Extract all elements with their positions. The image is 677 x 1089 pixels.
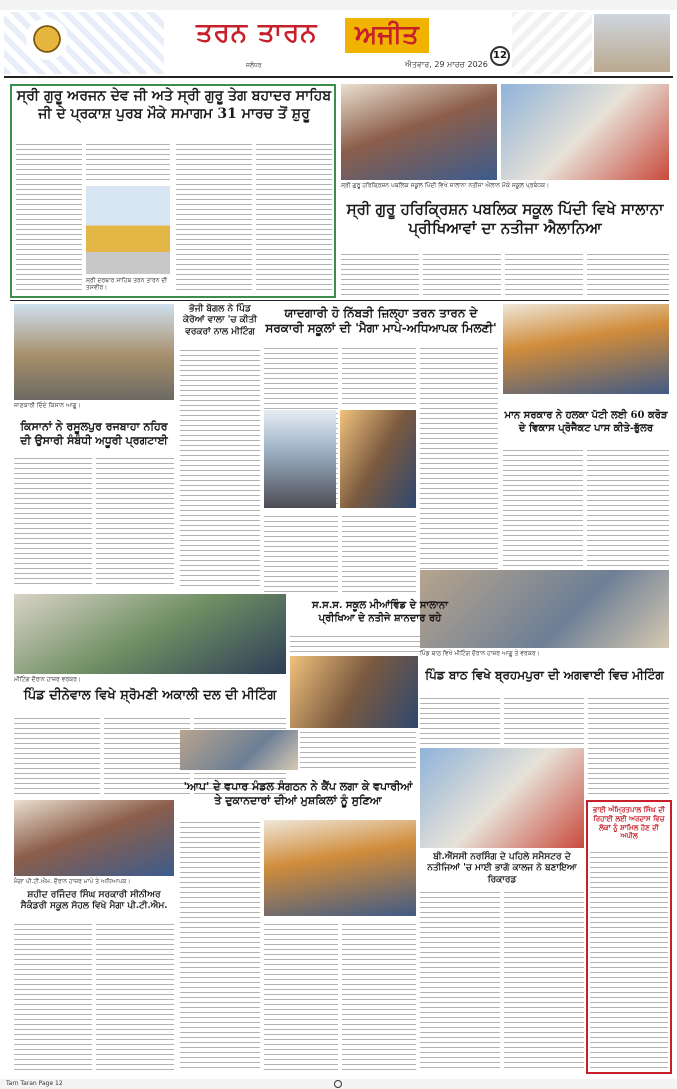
story-body-column xyxy=(420,346,498,596)
story-body-column xyxy=(420,890,500,1072)
photo-caption: ਪਿੰਡ ਬਾਠ ਵਿਖੇ ਮੀਟਿੰਗ ਦੌਰਾਨ ਹਾਜ਼ਰ ਆਗੂ ਤੇ ਵਰਕਰ। xyxy=(420,650,540,657)
story-body-column xyxy=(96,922,174,1072)
section-rule xyxy=(10,300,669,301)
photo-group-event xyxy=(503,304,669,394)
masthead-right-pattern xyxy=(512,12,592,74)
photo-award xyxy=(290,656,418,728)
photo-caption: ਸ੍ਰੀ ਗੁਰੂ ਹਰਿਕ੍ਰਿਸ਼ਨ ਪਬਲਿਕ ਸਕੂਲ ਪਿੱਦੀ ਵਿਖੇ ਸਾਲਾਨਾ ਨਤੀਜਾ ਐਲਾਨ ਮੌਕੇ ਸਕੂਲ ਪ੍ਰਬੰਧਕ। xyxy=(341,182,550,189)
story-body-column xyxy=(176,142,252,292)
photo-market xyxy=(180,730,298,770)
story-headline-worker-meeting: ਭੋਜੀ ਬੋਗਲ ਨੇ ਪਿੰਡ ਕੇਰੋਆਂ ਵਾਲਾ 'ਚ ਕੀਤੀ ਵਰਕਰਾਂ ਨਾਲ ਮੀਟਿੰਗ xyxy=(183,304,257,337)
photo-classroom xyxy=(14,800,174,876)
story-body-column xyxy=(504,696,584,744)
masthead-rule xyxy=(4,76,673,78)
story-headline-patti-projects: ਮਾਨ ਸਰਕਾਰ ਨੇ ਹਲਕਾ ਪੱਟੀ ਲਈ 60 ਕਰੋੜ ਦੇ ਵਿਕਾਸ ਪ੍ਰੋਜੈਕਟ ਪਾਸ ਕੀਤੇ-ਭੁੱਲਰ xyxy=(504,410,668,434)
story-body-column xyxy=(590,850,668,1070)
story-body-column xyxy=(86,142,170,182)
story-body-column xyxy=(300,730,416,770)
story-body-column xyxy=(342,346,416,406)
story-body-column xyxy=(342,922,416,1072)
masthead-date: ਐਤਵਾਰ, 29 ਮਾਰਚ 2026 xyxy=(405,60,488,69)
story-body-column xyxy=(290,634,420,656)
masthead-photo xyxy=(594,14,670,72)
page-number-badge: 12 xyxy=(490,46,510,66)
story-headline-farmers: ਕਿਸਾਨਾਂ ਨੇ ਰਸੂਲਪੁਰ ਰਜਬਾਹਾ ਨਹਿਰ ਦੀ ਉਸਾਰੀ ਸੰਬੰਧੀ ਅਧੂਰੀ ਪ੍ਰਗਟਾਈ xyxy=(20,420,168,447)
story-body-column xyxy=(341,252,419,296)
masthead-title-city: ਤਰਨ ਤਾਰਨ xyxy=(196,18,318,48)
story-headline-dinewal-meeting: ਪਿੰਡ ਦੀਨੇਵਾਲ ਵਿਖੇ ਸ਼੍ਰੋਮਣੀ ਅਕਾਲੀ ਦਲ ਦੀ ਮੀਟਿੰਗ xyxy=(23,688,277,703)
masthead-subtitle: ਜਲੰਧਰ xyxy=(246,62,262,69)
photo-farmers xyxy=(14,304,174,400)
print-header-strip xyxy=(0,0,677,10)
footer-label: Tarn Taran Page 12 xyxy=(6,1080,63,1087)
story-body-column xyxy=(264,922,338,1072)
story-headline-sss-school: ਸ.ਸ.ਸ. ਸਕੂਲ ਮੀਆਂਵਿੰਡ ਦੇ ਸਾਲਾਨਾ ਪ੍ਰੀਖਿਆ ਦੇ ਨਤੀਜੇ ਸ਼ਾਨਦਾਰ ਰਹੇ xyxy=(312,600,448,624)
story-body-column xyxy=(14,456,92,586)
photo-golden-temple xyxy=(86,186,170,274)
story-body-column xyxy=(587,448,669,568)
story-body-column xyxy=(96,456,174,586)
story-body-column xyxy=(423,252,501,296)
story-body-column xyxy=(505,252,583,296)
story-headline-aap-traders: 'ਆਪ' ਦੇ ਵਪਾਰ ਮੰਡਲ ਸੰਗਠਨ ਨੇ ਕੈਂਪ ਲਗਾ ਕੇ ਵਪਾਰੀਆਂ ਤੇ ਦੁਕਾਨਦਾਰਾਂ ਦੀਆਂ ਮੁਸ਼ਕਿਲਾਂ ਨੂੰ ਸੁਣਿਆ xyxy=(183,780,413,807)
story-body-column xyxy=(104,716,190,794)
story-headline-prakash-purab: ਸ੍ਰੀ ਗੁਰੂ ਅਰਜਨ ਦੇਵ ਜੀ ਅਤੇ ਸ੍ਰੀ ਗੁਰੂ ਤੇਗ ਬਹਾਦਰ ਸਾਹਿਬ ਜੀ ਦੇ ਪ੍ਰਕਾਸ਼ ਪੁਰਬ ਮੌਕੇ ਸਮਾਗਮ 31 ਮਾਰਚ ਤੋਂ ਸ਼ੁਰੂ xyxy=(16,88,332,122)
registration-mark-icon xyxy=(334,1080,342,1088)
story-body-column xyxy=(342,514,416,594)
story-body-column xyxy=(16,142,82,292)
story-body-column xyxy=(504,890,584,1072)
story-headline-nursing-results: ਬੀ.ਐੱਸਸੀ ਨਰਸਿੰਗ ਦੇ ਪਹਿਲੇ ਸਮੈਸਟਰ ਦੇ ਨਤੀਜਿਆਂ 'ਚ ਮਾਈ ਭਾਗੋ ਕਾਲਜ ਨੇ ਬਣਾਇਆ ਰਿਕਾਰਡ xyxy=(427,852,577,885)
story-body-column xyxy=(180,820,260,1072)
photo-rally xyxy=(14,594,286,674)
story-body-column xyxy=(503,448,583,568)
story-headline-mega-ptm: ਯਾਦਗਾਰੀ ਹੋ ਨਿੱਬੜੀ ਜ਼ਿਲ੍ਹਾ ਤਰਨ ਤਾਰਨ ਦੇ ਸਰਕਾਰੀ ਸਕੂਲਾਂ ਦੀ 'ਮੈਗਾ ਮਾਪੇ-ਅਧਿਆਪਕ ਮਿਲਣੀ' xyxy=(265,306,497,335)
story-headline-sohal-ptm: ਸ਼ਹੀਦ ਰਜਿੰਦਰ ਸਿੰਘ ਸਰਕਾਰੀ ਸੀਨੀਅਰ ਸੈਕੰਡਰੀ ਸਕੂਲ ਸੋਹਲ ਵਿਖੇ ਮੈਗਾ ਪੀ.ਟੀ.ਐਮ. xyxy=(20,890,168,912)
photo-caption: ਮੀਟਿੰਗ ਦੌਰਾਨ ਹਾਜ਼ਰ ਵਰਕਰ। xyxy=(14,676,81,683)
story-headline-bath-meeting: ਪਿੰਡ ਬਾਠ ਵਿਖੇ ਬ੍ਰਹਮਪੁਰਾ ਦੀ ਅਗਵਾਈ ਵਿਚ ਮੀਟਿੰਗ xyxy=(425,668,664,682)
story-body-column xyxy=(420,696,500,744)
photo-caption: ਸ੍ਰੀ ਦਰਬਾਰ ਸਾਹਿਬ ਤਰਨ ਤਾਰਨ ਦੀ ਤਸਵੀਰ। xyxy=(86,277,168,292)
masthead-title-brand: ਅਜੀਤ xyxy=(345,18,429,53)
story-body-column xyxy=(587,252,669,296)
story-body-column xyxy=(180,348,260,586)
story-body-column xyxy=(256,142,332,292)
story-headline-school-results: ਸ੍ਰੀ ਗੁਰੂ ਹਰਿਕ੍ਰਿਸ਼ਨ ਪਬਲਿਕ ਸਕੂਲ ਪਿੱਦੀ ਵਿਖੇ ਸਾਲਾਨਾ ਪ੍ਰੀਖਿਆਵਾਂ ਦਾ ਨਤੀਜਾ ਐਲਾਨਿਆ xyxy=(346,200,664,237)
story-body-column xyxy=(14,716,100,794)
photo-ptm-2 xyxy=(340,410,416,508)
story-headline-appeal: ਭਾਈ ਅੰਮ੍ਰਿਤਪਾਲ ਸਿੰਘ ਦੀ ਰਿਹਾਈ ਲਈ ਅਰਦਾਸ ਵਿਚ ਲੋਕਾਂ ਨੂੰ ਸ਼ਾਮਿਲ ਹੋਣ ਦੀ ਅਪੀਲ xyxy=(593,805,665,841)
photo-school-office xyxy=(341,84,497,180)
emblem-logo xyxy=(26,18,68,60)
photo-ptm-1 xyxy=(264,410,336,508)
photo-caption: ਮੈਗਾ ਪੀ.ਟੀ.ਐਮ. ਦੌਰਾਨ ਹਾਜ਼ਰ ਮਾਪੇ ਤੇ ਅਧਿਆਪਕ। xyxy=(14,878,131,885)
photo-nursing-college xyxy=(420,748,584,848)
photo-school-students xyxy=(501,84,669,180)
photo-trader-camp xyxy=(264,820,416,916)
story-body-column xyxy=(14,922,92,1072)
photo-caption: ਜਾਣਕਾਰੀ ਦਿੰਦੇ ਕਿਸਾਨ ਆਗੂ। xyxy=(14,402,81,409)
story-body-column xyxy=(588,696,669,796)
story-body-column xyxy=(264,514,338,594)
